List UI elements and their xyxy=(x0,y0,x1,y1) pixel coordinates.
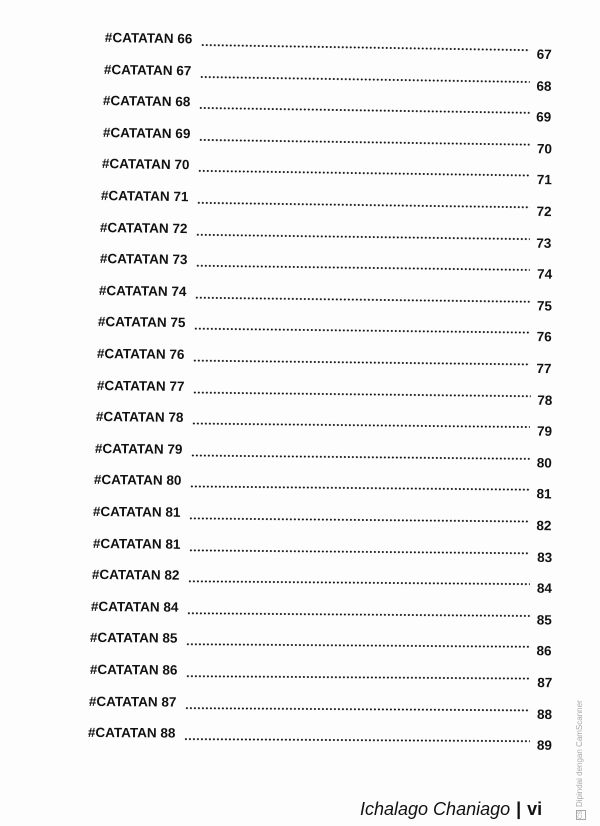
toc-entry-page-number: 82 xyxy=(536,518,552,534)
toc-dot-leader xyxy=(198,138,529,146)
toc-entry-page-number: 69 xyxy=(536,109,552,125)
toc-dot-leader xyxy=(194,328,530,335)
toc-entry xyxy=(94,440,552,471)
toc-entry-title: #CATATAN 80 xyxy=(94,472,182,489)
toc-entry xyxy=(89,662,552,691)
toc-entry-title: #CATATAN 72 xyxy=(100,219,188,236)
toc-entry xyxy=(90,598,552,628)
toc-dot-leader xyxy=(193,359,530,366)
toc-dot-leader xyxy=(188,580,530,586)
toc-dot-leader xyxy=(185,706,530,711)
toc-entry xyxy=(97,314,552,345)
toc-entry xyxy=(103,61,552,94)
toc-entry xyxy=(87,725,552,754)
toc-dot-leader xyxy=(195,264,529,271)
toc-entry xyxy=(92,535,552,565)
toc-dot-leader xyxy=(196,233,530,240)
toc-dot-leader xyxy=(199,107,530,115)
toc-entry xyxy=(97,346,552,377)
toc-entry-title: #CATATAN 66 xyxy=(104,30,193,47)
toc-entry xyxy=(96,377,552,408)
toc-dot-leader xyxy=(197,201,530,209)
toc-dot-leader xyxy=(201,44,530,52)
toc-entry xyxy=(91,567,552,597)
toc-dot-leader xyxy=(198,170,530,178)
toc-entry-page-number: 74 xyxy=(536,266,552,282)
toc-dot-leader xyxy=(185,675,529,680)
page-number: vi xyxy=(527,799,543,819)
toc-entry-title: #CATATAN 71 xyxy=(100,188,189,205)
toc-entry-page-number: 85 xyxy=(536,612,552,628)
toc-entry xyxy=(88,693,552,722)
toc-dot-leader xyxy=(184,738,530,743)
watermark-text: Dipindai dengan CamScanner xyxy=(575,700,584,807)
toc-entry-title: #CATATAN 86 xyxy=(89,662,178,678)
toc-entry-title: #CATATAN 77 xyxy=(96,377,185,394)
toc-entry xyxy=(100,188,552,220)
toc-entry-page-number: 75 xyxy=(536,298,552,314)
toc-entry-page-number: 86 xyxy=(536,643,552,659)
toc-entry xyxy=(90,630,552,659)
toc-entry xyxy=(101,156,552,188)
toc-entry xyxy=(94,472,552,502)
toc-entry xyxy=(93,504,552,534)
toc-entry-page-number: 68 xyxy=(536,78,552,94)
toc-entry xyxy=(102,124,552,157)
toc-entry-page-number: 70 xyxy=(536,141,552,157)
toc-entry-page-number: 78 xyxy=(536,392,552,408)
page-footer xyxy=(360,797,542,821)
toc-entry-title: #CATATAN 73 xyxy=(99,251,188,268)
toc-entry-page-number: 83 xyxy=(536,549,552,565)
toc-entry-page-number: 79 xyxy=(536,423,552,439)
toc-entry xyxy=(104,30,552,63)
toc-entry-page-number: 81 xyxy=(536,486,552,502)
toc-dot-leader xyxy=(191,454,530,460)
author-name: Ichalago Chaniago xyxy=(360,799,511,819)
toc-entry-page-number: 72 xyxy=(536,203,552,220)
scanner-watermark xyxy=(575,700,586,820)
toc-dot-leader xyxy=(200,75,530,83)
toc-entry-title: #CATATAN 88 xyxy=(87,725,176,741)
toc-entry-title: #CATATAN 81 xyxy=(92,535,181,552)
toc-dot-leader xyxy=(189,517,530,523)
toc-entry-title: #CATATAN 81 xyxy=(93,504,181,520)
toc-entry xyxy=(100,219,552,251)
toc-entry xyxy=(103,93,552,125)
footer-separator: | xyxy=(516,799,522,819)
toc-entry-page-number: 87 xyxy=(536,675,552,691)
toc-entry-page-number: 67 xyxy=(536,46,552,63)
toc-dot-leader xyxy=(192,422,530,429)
toc-entry-page-number: 71 xyxy=(536,172,552,188)
toc-dot-leader xyxy=(187,612,530,618)
toc-entry-page-number: 80 xyxy=(536,455,552,471)
toc-entry-title: #CATATAN 70 xyxy=(101,156,190,173)
toc-entry-title: #CATATAN 67 xyxy=(103,61,192,78)
toc-entry-title: #CATATAN 87 xyxy=(88,693,177,710)
toc-entry-title: #CATATAN 68 xyxy=(103,93,191,110)
toc-entry-page-number: 88 xyxy=(536,706,552,722)
toc-entry-title: #CATATAN 85 xyxy=(90,630,178,647)
toc-dot-leader xyxy=(190,485,530,491)
toc-entry-title: #CATATAN 78 xyxy=(95,409,184,426)
toc-entry-page-number: 73 xyxy=(536,235,552,251)
toc-dot-leader xyxy=(186,643,530,649)
camscanner-icon: CS xyxy=(578,810,584,819)
toc-entry-title: #CATATAN 82 xyxy=(91,567,180,583)
toc-entry-title: #CATATAN 74 xyxy=(98,282,187,299)
toc-dot-leader xyxy=(195,296,530,303)
toc-entry xyxy=(95,409,552,439)
toc-entry-page-number: 76 xyxy=(536,329,552,345)
toc-entry-title: #CATATAN 84 xyxy=(90,598,179,615)
toc-entry-page-number: 89 xyxy=(536,737,552,754)
toc-entry xyxy=(99,251,552,282)
toc-entry-title: #CATATAN 75 xyxy=(97,314,186,331)
toc-entry-title: #CATATAN 79 xyxy=(94,440,183,457)
toc-entry-page-number: 77 xyxy=(536,360,552,377)
toc-dot-leader xyxy=(192,391,530,398)
toc-dot-leader xyxy=(188,548,529,554)
toc-entry-title: #CATATAN 76 xyxy=(97,346,185,362)
toc-entry-page-number: 84 xyxy=(536,580,552,597)
toc-entry-title: #CATATAN 69 xyxy=(102,124,191,142)
toc-entry xyxy=(98,282,552,314)
